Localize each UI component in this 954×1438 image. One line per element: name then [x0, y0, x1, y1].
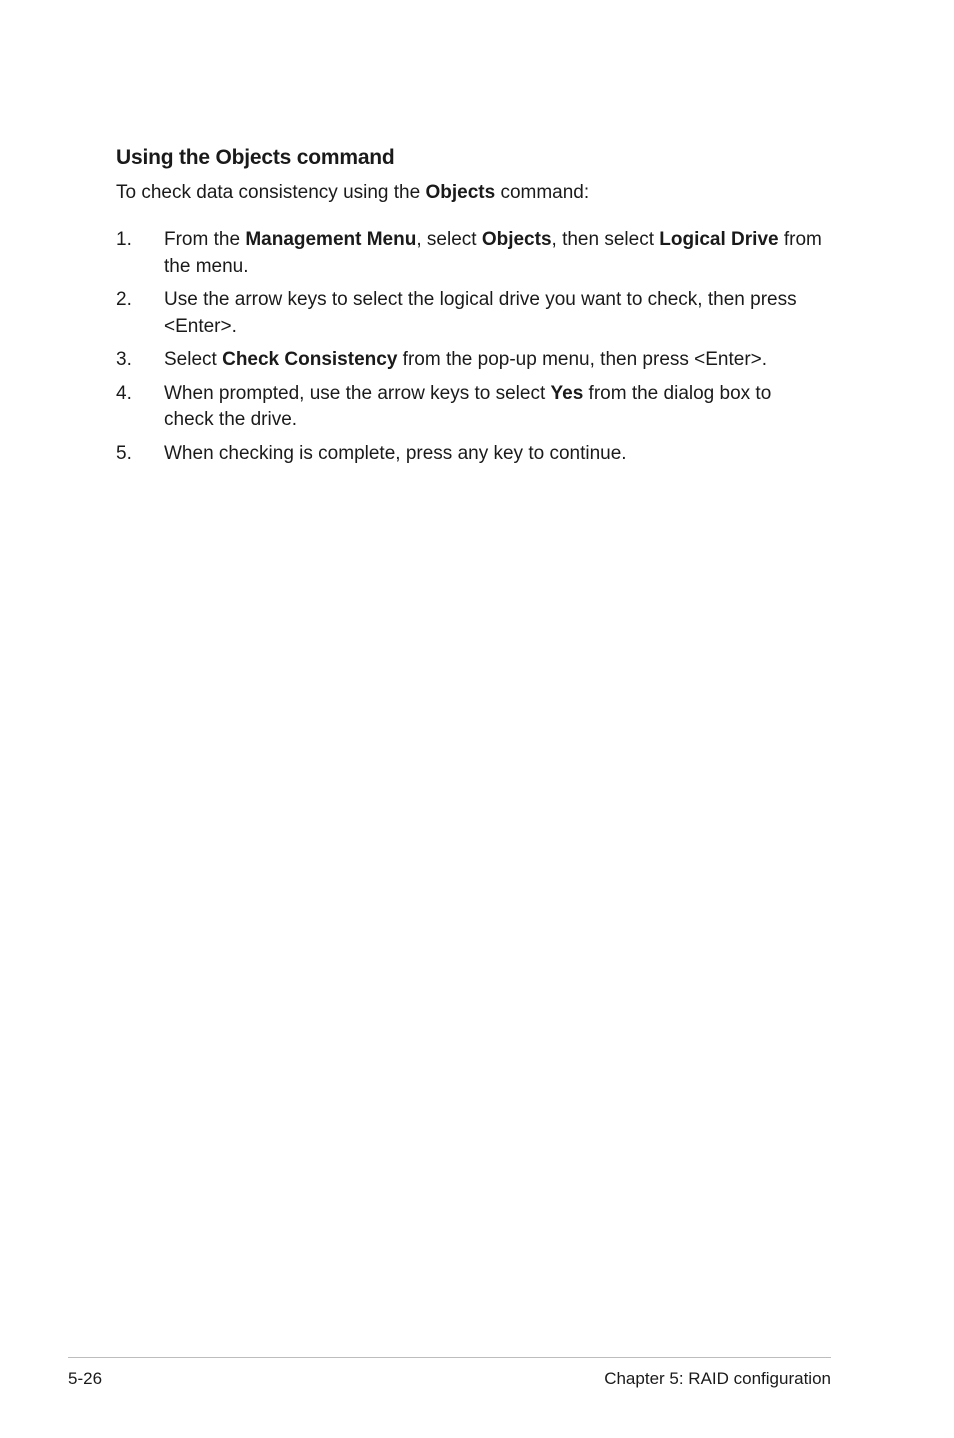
step-text	[164, 287, 826, 340]
intro-text-after: command:	[495, 182, 590, 203]
step-number: 4.	[116, 382, 132, 404]
list-item	[116, 227, 826, 280]
footer-chapter-title: Chapter 5: RAID configuration	[604, 1369, 831, 1388]
list-item	[116, 347, 826, 374]
list-item	[116, 287, 826, 340]
list-item	[116, 441, 826, 468]
step-text	[164, 227, 826, 280]
step-number: 5.	[116, 442, 132, 464]
step-text	[164, 347, 826, 374]
step-text-bold: Yes	[550, 382, 584, 404]
step-text-run: from the pop-up menu, then press <Enter>.	[397, 349, 768, 370]
step-number: 1.	[116, 229, 132, 250]
step-text-run: from the dialog box to check the drive.	[164, 382, 772, 430]
footer-page-number: 5-26	[68, 1369, 103, 1388]
intro-text-bold: Objects	[425, 182, 496, 203]
step-text-run: Select	[164, 349, 223, 370]
step-text-run: When prompted, use the arrow keys to select	[164, 382, 551, 404]
step-number: 2.	[116, 289, 132, 310]
step-text	[164, 441, 826, 468]
section-heading: Using the Objects command	[116, 146, 395, 169]
intro-text-before: To check data consistency using the	[116, 182, 426, 203]
step-text-bold: Objects	[481, 229, 552, 250]
step-text-run: From the	[164, 229, 246, 250]
footer-divider	[68, 1357, 831, 1358]
numbered-steps-list	[116, 227, 826, 474]
step-text-run: , then select	[551, 229, 660, 250]
step-text-bold: Check Consistency	[222, 349, 398, 370]
step-text-bold: Logical Drive	[659, 229, 779, 250]
step-number: 3.	[116, 349, 132, 370]
intro-paragraph	[116, 182, 589, 204]
step-text-run: Use the arrow keys to select the logical drive you want to check, then press <Enter>.	[164, 289, 797, 337]
step-text	[164, 381, 826, 434]
step-text-run: When checking is complete, press any key to continue.	[164, 442, 627, 464]
step-text-run: from the menu.	[164, 229, 822, 277]
step-text-run: , select	[416, 229, 482, 250]
list-item	[116, 381, 826, 434]
step-text-bold: Management Menu	[245, 229, 417, 250]
